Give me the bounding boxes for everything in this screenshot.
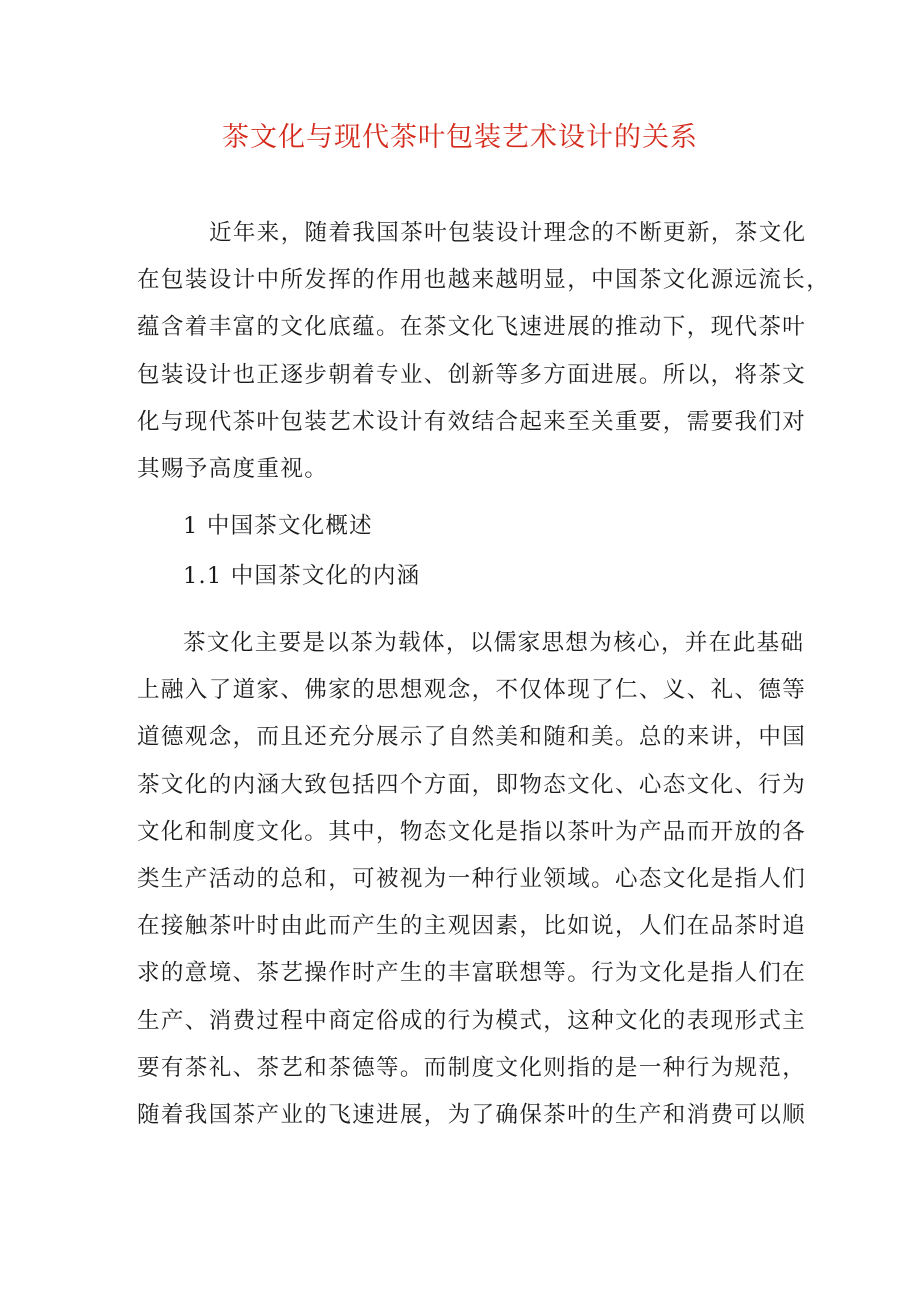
section-heading-1-1: 1.1 中国茶文化的内涵 bbox=[183, 563, 421, 589]
intro-paragraph bbox=[137, 210, 831, 493]
paragraph-line: 包装设计也正逐步朝着专业、创新等多方面进展。所以，将茶文 bbox=[137, 361, 807, 388]
paragraph-line: 茶文化的内涵大致包括四个方面，即物态文化、心态文化、行为 bbox=[137, 771, 807, 798]
paragraph-line: 类生产活动的总和，可被视为一种行业领域。心态文化是指人们 bbox=[137, 866, 807, 893]
body-paragraph bbox=[137, 620, 807, 1139]
paragraph-line: 蕴含着丰富的文化底蕴。在茶文化飞速进展的推动下，现代茶叶 bbox=[137, 314, 807, 341]
paragraph-line: 生产、消费过程中商定俗成的行为模式，这种文化的表现形式主 bbox=[137, 1007, 807, 1034]
paragraph-line: 在接触茶叶时由此而产生的主观因素，比如说，人们在品茶时追 bbox=[137, 913, 807, 940]
section-heading-1: 1 中国茶文化概述 bbox=[183, 513, 373, 539]
paragraph-line: 随着我国茶产业的飞速进展，为了确保茶叶的生产和消费可以顺 bbox=[137, 1102, 807, 1129]
paragraph-line: 上融入了道家、佛家的思想观念，不仅体现了仁、义、礼、德等 bbox=[137, 677, 807, 704]
paragraph-line: 其赐予高度重视。 bbox=[137, 456, 329, 483]
paragraph-line: 文化和制度文化。其中，物态文化是指以茶叶为产品而开放的各 bbox=[137, 818, 807, 845]
document-title: 茶文化与现代茶叶包装艺术设计的关系 bbox=[222, 122, 698, 153]
paragraph-line: 要有茶礼、茶艺和茶德等。而制度文化则指的是一种行为规范， bbox=[137, 1054, 807, 1081]
paragraph-line: 近年来，随着我国茶叶包装设计理念的不断更新，茶文化 bbox=[209, 220, 807, 246]
paragraph-line: 化与现代茶叶包装艺术设计有效结合起来至关重要，需要我们对 bbox=[137, 408, 807, 435]
paragraph-line: 茶文化主要是以茶为载体，以儒家思想为核心，并在此基础 bbox=[183, 630, 805, 656]
paragraph-line: 在包装设计中所发挥的作用也越来越明显，中国茶文化源远流长， bbox=[137, 267, 831, 294]
paragraph-line: 求的意境、茶艺操作时产生的丰富联想等。行为文化是指人们在 bbox=[137, 960, 807, 987]
paragraph-line: 道德观念，而且还充分展示了自然美和随和美。总的来讲，中国 bbox=[137, 724, 807, 751]
